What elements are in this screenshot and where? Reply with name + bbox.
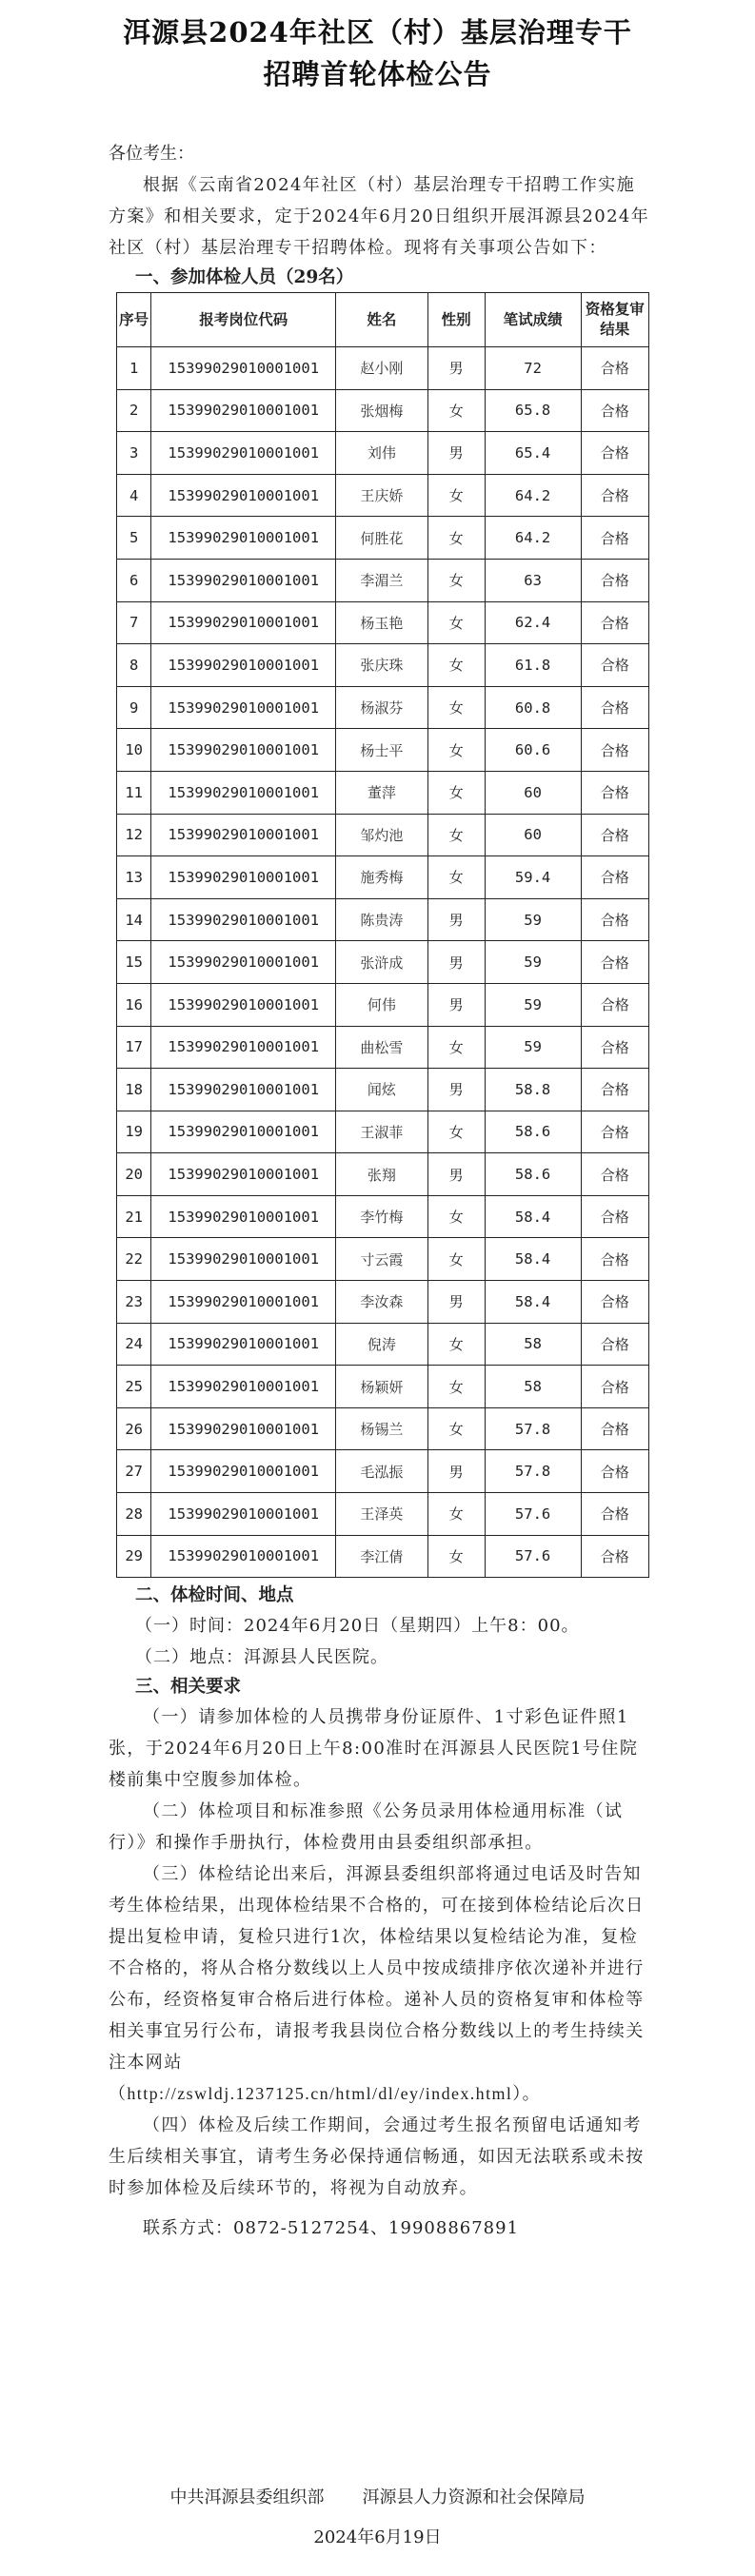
cell-review-result: 合格 [581, 517, 648, 560]
section-2-heading: 二、体检时间、地点 [135, 1585, 294, 1606]
cell-gender: 女 [427, 1535, 485, 1578]
table-row [117, 771, 649, 814]
cell-name: 李竹梅 [336, 1195, 427, 1238]
cell-gender: 女 [427, 1238, 485, 1281]
cell-score: 58.6 [485, 1153, 581, 1196]
cell-name: 曲松雪 [336, 1026, 427, 1069]
table-row [117, 1366, 649, 1408]
cell-name: 刘伟 [336, 432, 427, 475]
footer-org-2: 洱源县人力资源和社会保障局 [362, 2488, 586, 2507]
table-row [117, 856, 649, 899]
cell-name: 张烟梅 [336, 389, 427, 432]
table-header-row [117, 293, 649, 347]
cell-gender: 女 [427, 1493, 485, 1536]
col-header-post-code: 报考岗位代码 [151, 293, 336, 347]
cell-gender: 女 [427, 517, 485, 560]
cell-post-code: 15399029010001001 [151, 1407, 336, 1450]
cell-score: 72 [485, 347, 581, 390]
table-row [117, 517, 649, 560]
cell-name: 张浒成 [336, 941, 427, 984]
cell-score: 58.4 [485, 1238, 581, 1281]
cell-score: 61.8 [485, 644, 581, 687]
cell-review-result: 合格 [581, 1069, 648, 1111]
table-row [117, 1153, 649, 1196]
table-row [117, 1238, 649, 1281]
cell-gender: 女 [427, 1111, 485, 1153]
cell-gender: 女 [427, 1407, 485, 1450]
cell-gender: 男 [427, 432, 485, 475]
cell-post-code: 15399029010001001 [151, 1026, 336, 1069]
cell-review-result: 合格 [581, 856, 648, 899]
table-row [117, 1069, 649, 1111]
exam-place: （二）地点：洱源县人民医院。 [135, 1647, 388, 1668]
cell-gender: 男 [427, 941, 485, 984]
cell-review-result: 合格 [581, 559, 648, 601]
cell-post-code: 15399029010001001 [151, 1153, 336, 1196]
cell-gender: 女 [427, 1026, 485, 1069]
cell-index: 17 [117, 1026, 151, 1069]
cell-post-code: 15399029010001001 [151, 559, 336, 601]
cell-name: 施秀梅 [336, 856, 427, 899]
section-1-heading: 一、参加体检人员（29名） [135, 267, 354, 287]
footer-date: 2024年6月19日 [313, 2527, 442, 2547]
cell-score: 60 [485, 814, 581, 856]
cell-index: 15 [117, 941, 151, 984]
cell-index: 5 [117, 517, 151, 560]
cell-index: 14 [117, 898, 151, 941]
cell-post-code: 15399029010001001 [151, 1281, 336, 1324]
cell-score: 65.8 [485, 389, 581, 432]
cell-name: 毛泓振 [336, 1450, 427, 1493]
cell-review-result: 合格 [581, 1238, 648, 1281]
cell-post-code: 15399029010001001 [151, 983, 336, 1026]
cell-name: 王庆娇 [336, 474, 427, 517]
table-row [117, 474, 649, 517]
cell-review-result: 合格 [581, 347, 648, 390]
cell-gender: 男 [427, 1450, 485, 1493]
cell-review-result: 合格 [581, 1281, 648, 1324]
cell-name: 倪涛 [336, 1323, 427, 1366]
table-row [117, 389, 649, 432]
cell-name: 董萍 [336, 771, 427, 814]
cell-review-result: 合格 [581, 729, 648, 772]
cell-name: 闻炫 [336, 1069, 427, 1111]
cell-gender: 女 [427, 559, 485, 601]
cell-score: 57.8 [485, 1407, 581, 1450]
cell-index: 24 [117, 1323, 151, 1366]
cell-review-result: 合格 [581, 644, 648, 687]
cell-index: 13 [117, 856, 151, 899]
cell-review-result: 合格 [581, 814, 648, 856]
cell-post-code: 15399029010001001 [151, 601, 336, 644]
cell-review-result: 合格 [581, 898, 648, 941]
cell-score: 58.4 [485, 1281, 581, 1324]
table-row [117, 432, 649, 475]
cell-index: 26 [117, 1407, 151, 1450]
cell-gender: 男 [427, 347, 485, 390]
cell-score: 64.2 [485, 474, 581, 517]
cell-review-result: 合格 [581, 601, 648, 644]
cell-gender: 女 [427, 814, 485, 856]
col-header-review-result: 资格复审结果 [581, 293, 648, 347]
cell-name: 李汝森 [336, 1281, 427, 1324]
title-line-1: 洱源县2024年社区（村）基层治理专干 [123, 16, 632, 49]
table-row [117, 1535, 649, 1578]
table-row [117, 983, 649, 1026]
cell-review-result: 合格 [581, 1153, 648, 1196]
cell-index: 8 [117, 644, 151, 687]
cell-post-code: 15399029010001001 [151, 474, 336, 517]
table-row [117, 347, 649, 390]
cell-score: 59 [485, 898, 581, 941]
page-title [0, 0, 755, 95]
cell-index: 19 [117, 1111, 151, 1153]
cell-review-result: 合格 [581, 1026, 648, 1069]
cell-index: 4 [117, 474, 151, 517]
cell-post-code: 15399029010001001 [151, 1493, 336, 1536]
table-row [117, 686, 649, 729]
cell-gender: 女 [427, 389, 485, 432]
cell-post-code: 15399029010001001 [151, 856, 336, 899]
cell-score: 59 [485, 941, 581, 984]
cell-index: 20 [117, 1153, 151, 1196]
cell-gender: 女 [427, 1366, 485, 1408]
cell-score: 58 [485, 1323, 581, 1366]
cell-review-result: 合格 [581, 1493, 648, 1536]
website-link[interactable]: （http://zswldj.1237125.cn/html/dl/ey/index.html）。 [109, 2084, 542, 2104]
cell-review-result: 合格 [581, 983, 648, 1026]
table-row [117, 729, 649, 772]
cell-gender: 女 [427, 771, 485, 814]
cell-name: 赵小刚 [336, 347, 427, 390]
cell-score: 60.8 [485, 686, 581, 729]
cell-post-code: 15399029010001001 [151, 1195, 336, 1238]
cell-name: 王泽英 [336, 1493, 427, 1536]
cell-gender: 女 [427, 686, 485, 729]
cell-post-code: 15399029010001001 [151, 517, 336, 560]
cell-score: 59 [485, 1026, 581, 1069]
cell-post-code: 15399029010001001 [151, 1535, 336, 1578]
cell-post-code: 15399029010001001 [151, 729, 336, 772]
cell-index: 6 [117, 559, 151, 601]
cell-post-code: 15399029010001001 [151, 941, 336, 984]
cell-index: 27 [117, 1450, 151, 1493]
cell-index: 9 [117, 686, 151, 729]
cell-score: 62.4 [485, 601, 581, 644]
cell-name: 何伟 [336, 983, 427, 1026]
cell-post-code: 15399029010001001 [151, 898, 336, 941]
cell-post-code: 15399029010001001 [151, 814, 336, 856]
table-row [117, 601, 649, 644]
cell-index: 18 [117, 1069, 151, 1111]
cell-score: 57.6 [485, 1493, 581, 1536]
table-row [117, 1111, 649, 1153]
cell-gender: 女 [427, 1323, 485, 1366]
cell-name: 张翔 [336, 1153, 427, 1196]
cell-score: 57.6 [485, 1535, 581, 1578]
cell-name: 何胜花 [336, 517, 427, 560]
table-row [117, 1450, 649, 1493]
cell-index: 12 [117, 814, 151, 856]
salutation: 各位考生： [109, 144, 194, 164]
cell-post-code: 15399029010001001 [151, 1366, 336, 1408]
requirement-4: （四）体检及后续工作期间，会通过考生报名预留电话通知考生后续相关事宜，请考生务必保持通信畅通，如因无法联系或未按时参加体检及后续环节的，将视为自动放弃。 [109, 2115, 645, 2199]
table-row [117, 644, 649, 687]
cell-gender: 女 [427, 644, 485, 687]
table-row [117, 1407, 649, 1450]
cell-index: 2 [117, 389, 151, 432]
cell-index: 1 [117, 347, 151, 390]
cell-index: 23 [117, 1281, 151, 1324]
cell-review-result: 合格 [581, 1535, 648, 1578]
cell-name: 李湄兰 [336, 559, 427, 601]
contact-info: 联系方式：0872-5127254、19908867891 [143, 2218, 520, 2239]
col-header-index: 序号 [117, 293, 151, 347]
notice-body [109, 139, 651, 2246]
cell-name: 杨淑芬 [336, 686, 427, 729]
cell-review-result: 合格 [581, 1195, 648, 1238]
table-row [117, 941, 649, 984]
cell-gender: 女 [427, 1195, 485, 1238]
cell-post-code: 15399029010001001 [151, 1450, 336, 1493]
title-line-2: 招聘首轮体检公告 [263, 58, 492, 90]
cell-gender: 男 [427, 1069, 485, 1111]
cell-gender: 男 [427, 1281, 485, 1324]
cell-index: 16 [117, 983, 151, 1026]
cell-score: 58.8 [485, 1069, 581, 1111]
cell-score: 64.2 [485, 517, 581, 560]
cell-index: 21 [117, 1195, 151, 1238]
col-header-name: 姓名 [336, 293, 427, 347]
cell-name: 寸云霞 [336, 1238, 427, 1281]
cell-review-result: 合格 [581, 432, 648, 475]
cell-review-result: 合格 [581, 771, 648, 814]
cell-gender: 男 [427, 983, 485, 1026]
intro-paragraph: 根据《云南省2024年社区（村）基层治理专干招聘工作实施方案》和相关要求，定于2024年6月20日组织开展洱源县2024年社区（村）基层治理专干招聘体检。现将有关事项公告如下： [109, 175, 650, 258]
requirement-2: （二）体检项目和标准参照《公务员录用体检通用标准（试行）》和操作手册执行，体检费用由县委组织部承担。 [109, 1801, 624, 1854]
requirement-3 [109, 1858, 651, 2110]
exam-time: （一）时间：2024年6月20日（星期四）上午8：00。 [135, 1616, 580, 1637]
col-header-gender: 性别 [427, 293, 485, 347]
table-body [117, 347, 649, 1578]
cell-score: 58.4 [485, 1195, 581, 1238]
cell-index: 25 [117, 1366, 151, 1408]
cell-post-code: 15399029010001001 [151, 1238, 336, 1281]
cell-post-code: 15399029010001001 [151, 432, 336, 475]
cell-review-result: 合格 [581, 1323, 648, 1366]
cell-score: 58 [485, 1366, 581, 1408]
cell-post-code: 15399029010001001 [151, 644, 336, 687]
cell-post-code: 15399029010001001 [151, 1069, 336, 1111]
cell-name: 李江倩 [336, 1535, 427, 1578]
cell-name: 杨士平 [336, 729, 427, 772]
cell-index: 10 [117, 729, 151, 772]
table-row [117, 1323, 649, 1366]
cell-post-code: 15399029010001001 [151, 771, 336, 814]
cell-post-code: 15399029010001001 [151, 1323, 336, 1366]
cell-review-result: 合格 [581, 686, 648, 729]
footer-organizations [0, 2484, 755, 2508]
footer-org-1: 中共洱源县委组织部 [169, 2488, 325, 2507]
cell-index: 28 [117, 1493, 151, 1536]
cell-post-code: 15399029010001001 [151, 686, 336, 729]
table-row [117, 1281, 649, 1324]
cell-score: 58.6 [485, 1111, 581, 1153]
col-header-score: 笔试成绩 [485, 293, 581, 347]
cell-index: 11 [117, 771, 151, 814]
table-row [117, 1195, 649, 1238]
cell-name: 张庆珠 [336, 644, 427, 687]
cell-review-result: 合格 [581, 1366, 648, 1408]
cell-review-result: 合格 [581, 1450, 648, 1493]
requirement-1: （一）请参加体检的人员携带身份证原件、1寸彩色证件照1张，于2024年6月20日上午8:00准时在洱源县人民医院1号住院楼前集中空腹参加体检。 [109, 1707, 639, 1791]
cell-score: 63 [485, 559, 581, 601]
cell-post-code: 15399029010001001 [151, 347, 336, 390]
cell-review-result: 合格 [581, 474, 648, 517]
cell-gender: 女 [427, 474, 485, 517]
cell-index: 29 [117, 1535, 151, 1578]
cell-score: 60 [485, 771, 581, 814]
cell-gender: 男 [427, 898, 485, 941]
requirement-3-text: （三）体检结论出来后，洱源县委组织部将通过电话及时告知考生体检结果，出现体检结果不合格的，可在接到体检结论后次日提出复检申请，复检只进行1次，体检结果以复检结论为准，复检不合格的，将从合格分数线以上人员中按成绩排序依次递补并进行公布，经资格复审合格后进行体检。递补人员的资格复审和体检等相关事宜另行公布，请报考我县岗位合格分数线以上的考生持续关注本网站 [109, 1864, 645, 2074]
cell-review-result: 合格 [581, 1407, 648, 1450]
cell-review-result: 合格 [581, 941, 648, 984]
cell-gender: 女 [427, 601, 485, 644]
cell-score: 59.4 [485, 856, 581, 899]
cell-score: 57.8 [485, 1450, 581, 1493]
cell-name: 王淑菲 [336, 1111, 427, 1153]
cell-name: 杨颖妍 [336, 1366, 427, 1408]
cell-gender: 女 [427, 856, 485, 899]
table-row [117, 559, 649, 601]
cell-gender: 女 [427, 729, 485, 772]
cell-post-code: 15399029010001001 [151, 389, 336, 432]
table-row [117, 1026, 649, 1069]
table-row [117, 898, 649, 941]
cell-name: 杨锡兰 [336, 1407, 427, 1450]
cell-score: 59 [485, 983, 581, 1026]
examinee-table [116, 292, 649, 1578]
cell-post-code: 15399029010001001 [151, 1111, 336, 1153]
table-row [117, 814, 649, 856]
cell-name: 杨玉艳 [336, 601, 427, 644]
cell-name: 陈贵涛 [336, 898, 427, 941]
cell-index: 22 [117, 1238, 151, 1281]
section-3-heading: 三、相关要求 [135, 1677, 242, 1698]
table-row [117, 1493, 649, 1536]
cell-index: 3 [117, 432, 151, 475]
cell-review-result: 合格 [581, 389, 648, 432]
cell-index: 7 [117, 601, 151, 644]
cell-score: 65.4 [485, 432, 581, 475]
cell-gender: 男 [427, 1153, 485, 1196]
cell-name: 邹灼池 [336, 814, 427, 856]
cell-review-result: 合格 [581, 1111, 648, 1153]
cell-score: 60.6 [485, 729, 581, 772]
